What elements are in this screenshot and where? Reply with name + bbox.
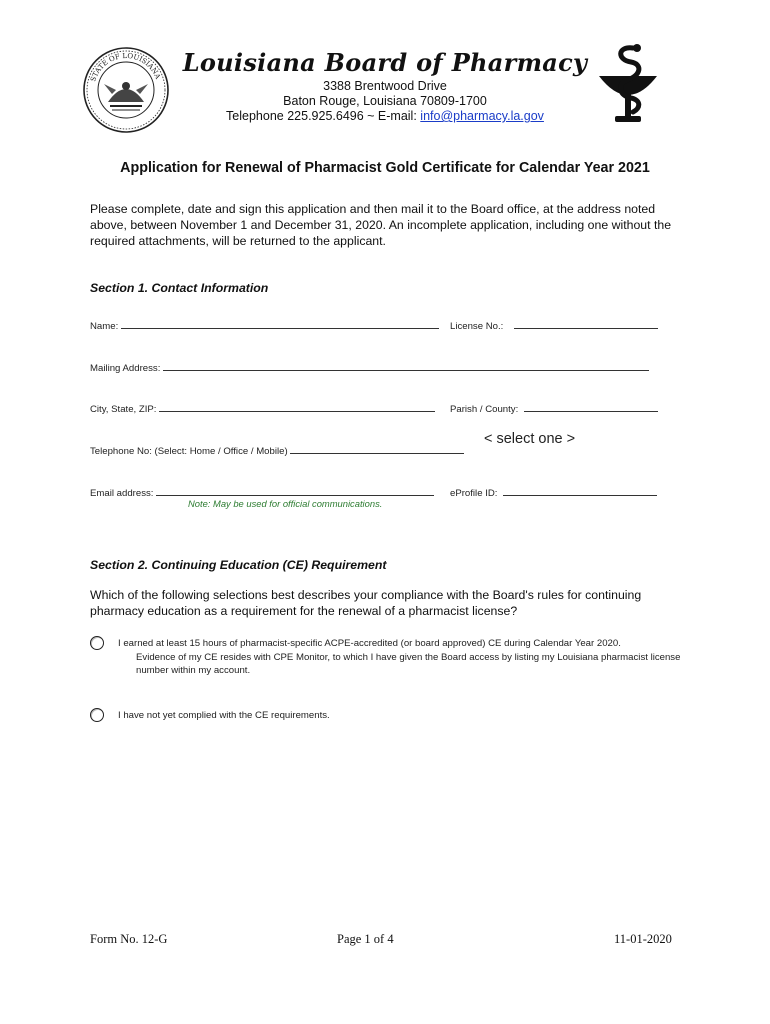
mailing-row [90,361,649,374]
email-field[interactable] [156,486,434,496]
eprofile-label: eProfile ID: [450,488,498,499]
city-label: City, State, ZIP: [90,404,157,415]
section-2-title: Section 2. Continuing Education (CE) Requirement [90,558,387,572]
license-row [450,319,658,332]
contact-line [0,109,770,123]
contact-prefix: Telephone 225.925.6496 ~ E-mail: [226,109,421,123]
ce-question: Which of the following selections best describes your compliance with the Board's rules for continuing pharmacy education as a requirement for the renewal of a pharmacist license? [90,588,642,618]
address-line-2: Baton Rouge, Louisiana 70809-1700 [283,94,487,108]
email-label: Email address: [90,488,154,499]
name-label: Name: [90,321,119,332]
ce-option-1-line-1: I earned at least 15 hours of pharmacist-specific ACPE-accredited (or board approved) CE during Calendar Year 2020. [118,638,621,649]
intro-paragraph: Please complete, date and sign this application and then mail it to the Board office, at the address noted above, between November 1 and December 31, 2020. An incomplete application, including one without the required attachments, will be returned to the applicant. [90,202,672,248]
ce-option-1-line-2: Evidence of my CE resides with CPE Monitor, to which I have given the Board access by listing my Louisiana pharmacist license number within my account. [136,651,681,676]
svg-text:STATE OF LOUISIANA: STATE OF LOUISIANA [89,51,162,83]
eprofile-row [450,486,657,499]
mailing-address-field[interactable] [163,361,649,371]
revision-date: 11-01-2020 [614,932,672,946]
board-name: Louisiana Board of Pharmacy [182,48,588,77]
section-1-title: Section 1. Contact Information [90,281,269,295]
ce-option-1-radio[interactable] [90,636,104,650]
city-state-zip-field[interactable] [159,402,435,412]
phone-row [90,444,464,457]
form-number: Form No. 12-G [90,932,168,946]
license-field[interactable] [514,319,658,329]
email-link[interactable]: info@pharmacy.la.gov [420,109,544,123]
name-row [90,319,439,332]
phone-label: Telephone No: (Select: Home / Office / Mobile) [90,446,288,457]
ce-option-2-text: I have not yet complied with the CE requirements. [118,710,330,721]
city-row [90,402,435,415]
ce-option-1-text [118,637,698,678]
parish-label: Parish / County: [450,404,519,415]
phone-type-select[interactable]: < select one > [484,431,576,447]
phone-field[interactable] [290,444,464,454]
name-field[interactable] [121,319,439,329]
address-line-1: 3388 Brentwood Drive [323,79,447,93]
eprofile-field[interactable] [503,486,657,496]
mailing-label: Mailing Address: [90,363,161,374]
page-title: Application for Renewal of Pharmacist Gold Certificate for Calendar Year 2021 [120,160,650,176]
parish-county-field[interactable] [524,402,658,412]
email-note: Note: May be used for official communications. [188,498,383,509]
license-label: License No.: [450,321,504,332]
parish-row [450,402,658,415]
page-number: Page 1 of 4 [337,932,394,946]
ce-option-2-radio[interactable] [90,708,104,722]
